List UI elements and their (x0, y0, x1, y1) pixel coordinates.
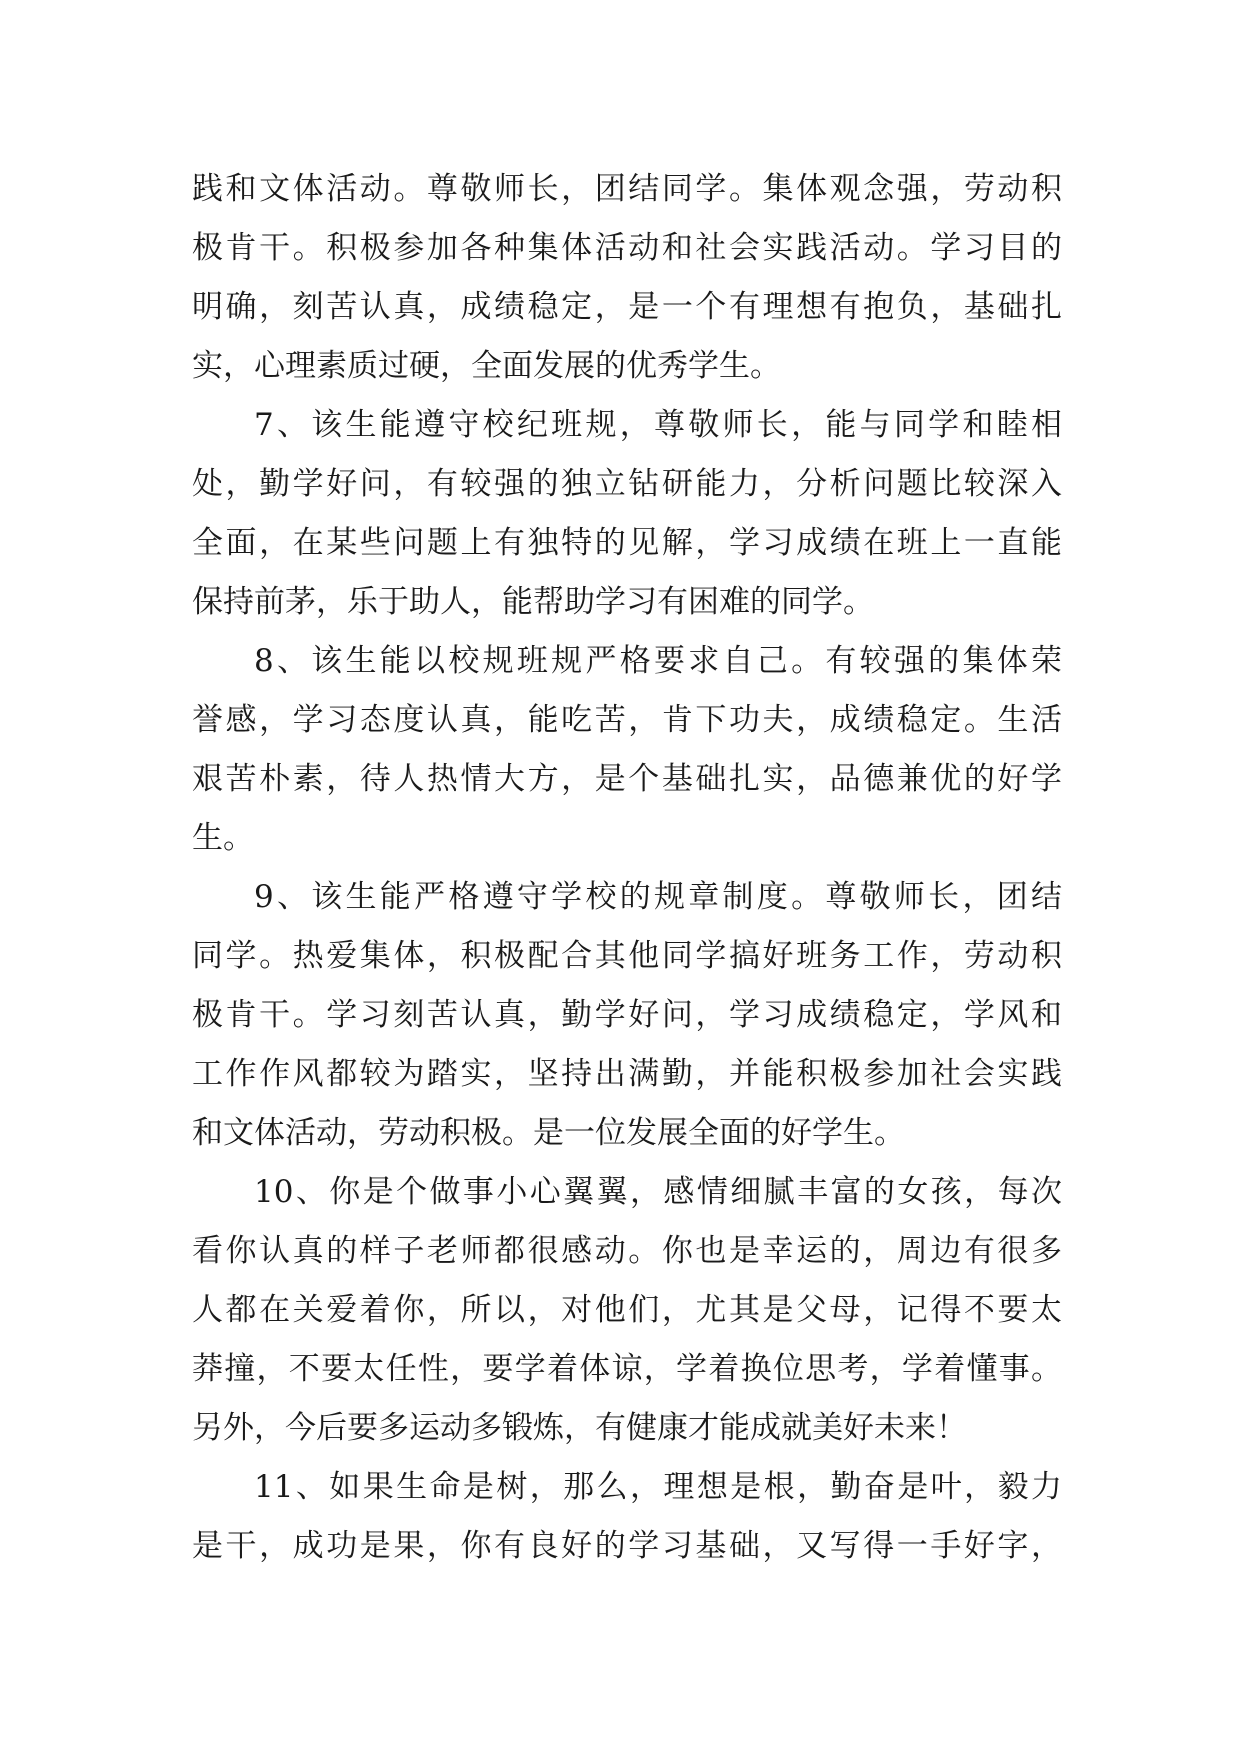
text-line: 是干，成功是果，你有良好的学习基础，又写得一手好字， (192, 1528, 1062, 1564)
text-line: 和文体活动，劳动积极。是一位发展全面的好学生。 (192, 1115, 905, 1151)
paragraph-start-7: 7、该生能遵守校纪班规，尊敬师长，能与同学和睦相 (254, 407, 1062, 443)
text-line: 实，心理素质过硬，全面发展的优秀学生。 (192, 348, 781, 384)
text-line: 人都在关爱着你，所以，对他们，尤其是父母，记得不要太 (192, 1292, 1062, 1328)
text-line: 保持前茅，乐于助人，能帮助学习有困难的同学。 (192, 584, 874, 620)
paragraph-start-10: 10、你是个做事小心翼翼，感情细腻丰富的女孩，每次 (254, 1174, 1062, 1210)
text-line: 另外，今后要多运动多锻炼，有健康才能成就美好未来！ (192, 1410, 967, 1446)
text-line: 全面，在某些问题上有独特的见解，学习成绩在班上一直能 (192, 525, 1062, 561)
text-line: 誉感，学习态度认真，能吃苦，肯下功夫，成绩稳定。生活 (192, 702, 1062, 738)
text-line: 同学。热爱集体，积极配合其他同学搞好班务工作，劳动积 (192, 938, 1062, 974)
text-line: 艰苦朴素，待人热情大方，是个基础扎实，品德兼优的好学 (192, 761, 1062, 797)
text-line: 莽撞，不要太任性，要学着体谅，学着换位思考，学着懂事。 (192, 1351, 1062, 1387)
document-body (192, 160, 1062, 1576)
text-line: 工作作风都较为踏实，坚持出满勤，并能积极参加社会实践 (192, 1056, 1062, 1092)
paragraph-start-9: 9、该生能严格遵守学校的规章制度。尊敬师长，团结 (254, 879, 1062, 915)
paragraph-start-11: 11、如果生命是树，那么，理想是根，勤奋是叶，毅力 (254, 1469, 1062, 1505)
text-line: 践和文体活动。尊敬师长，团结同学。集体观念强，劳动积 (192, 171, 1062, 207)
text-line: 极肯干。学习刻苦认真，勤学好问，学习成绩稳定，学风和 (192, 997, 1062, 1033)
text-line: 看你认真的样子老师都很感动。你也是幸运的，周边有很多 (192, 1233, 1062, 1269)
text-line: 处，勤学好问，有较强的独立钻研能力，分析问题比较深入 (192, 466, 1062, 502)
text-line: 生。 (192, 820, 254, 856)
paragraph-start-8: 8、该生能以校规班规严格要求自己。有较强的集体荣 (254, 643, 1062, 679)
text-line: 明确，刻苦认真，成绩稳定，是一个有理想有抱负，基础扎 (192, 289, 1062, 325)
text-line: 极肯干。积极参加各种集体活动和社会实践活动。学习目的 (192, 230, 1062, 266)
